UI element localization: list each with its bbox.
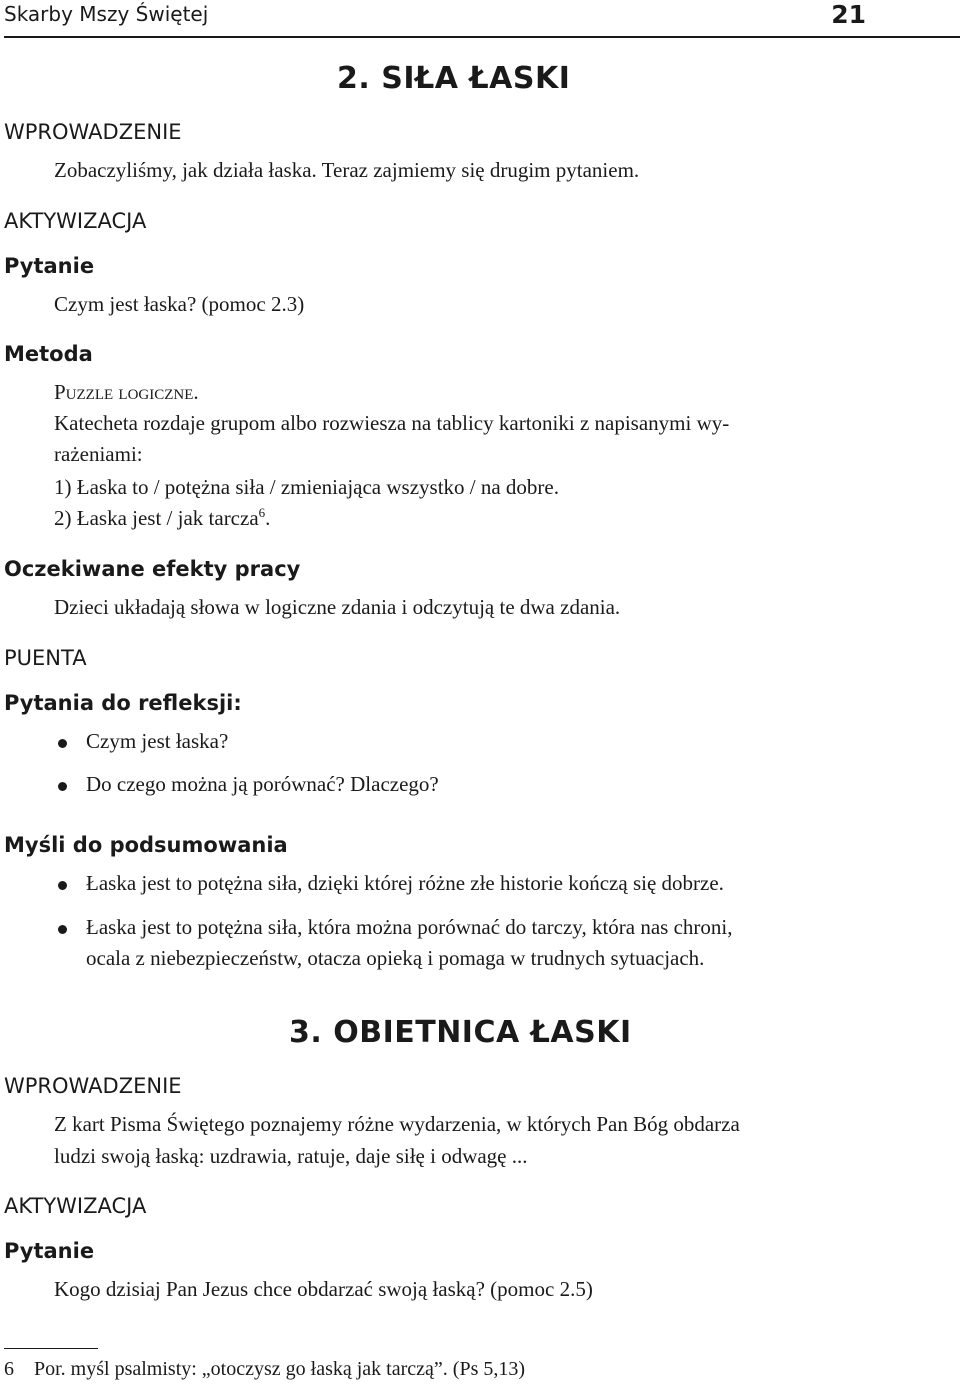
pytania-heading: Pytania do refleksji:	[4, 691, 242, 715]
bullet-icon	[58, 739, 67, 748]
pytanie-refleksji-2: Do czego można ją porównać? Dlaczego?	[86, 772, 439, 796]
footnote-divider	[4, 1348, 98, 1349]
pytanie-heading: Pytanie	[4, 254, 95, 278]
efekty-heading: Oczekiwane efekty pracy	[4, 557, 301, 581]
metoda-line-2: rażeniami:	[54, 442, 143, 466]
metoda-line-1: Katecheta rozdaje grupom albo rozwiesza na tablicy kartoniki z napisanymi wy-	[54, 411, 730, 435]
wprowadzenie-heading: WPROWADZENIE	[4, 120, 182, 144]
wprowadzenie-text: Zobaczyliśmy, jak działa łaska. Teraz zajmiemy się drugim pytaniem.	[54, 158, 640, 182]
mysl-1: Łaska jest to potężna siła, dzięki której różne złe historie kończą się dobrze.	[86, 871, 724, 895]
metoda-heading: Metoda	[4, 342, 93, 366]
pytanie-refleksji-1: Czym jest łaska?	[86, 729, 229, 753]
metoda-line-4-end: .	[265, 506, 271, 530]
pytanie-text: Czym jest łaska? (pomoc 2.3)	[54, 292, 305, 316]
bullet-icon	[58, 881, 67, 890]
section-2-title: 2. SIŁA ŁASKI	[337, 61, 571, 96]
metoda-line-4-text: 2) Łaska jest / jak tarcza	[54, 506, 259, 530]
pytanie-heading-2: Pytanie	[4, 1239, 95, 1263]
metoda-name: Puzzle logiczne.	[54, 380, 199, 404]
wprowadzenie-2-line-2: ludzi swoją łaską: uzdrawia, ratuje, daje siłę i odwagę ...	[54, 1144, 528, 1168]
bullet-icon	[58, 782, 67, 791]
mysl-2-line-2: ocala z niebezpieczeństw, otacza opieką i pomaga w trudnych sytuacjach.	[86, 946, 705, 970]
wprowadzenie-2-line-1: Z kart Pisma Świętego poznajemy różne wydarzenia, w których Pan Bóg obdarza	[54, 1112, 740, 1136]
mysl-2-line-1: Łaska jest to potężna siła, która można porównać do tarczy, która nas chroni,	[86, 915, 733, 939]
footnote-text: Por. myśl psalmisty: „otoczysz go łaską jak tarczą”. (Ps 5,13)	[34, 1358, 526, 1380]
section-3-title: 3. OBIETNICA ŁASKI	[289, 1015, 632, 1050]
mysli-heading: Myśli do podsumowania	[4, 833, 288, 857]
metoda-line-3: 1) Łaska to / potężna siła / zmieniająca wszystko / na dobre.	[54, 475, 559, 499]
efekty-text: Dzieci układają słowa w logiczne zdania i odczytują te dwa zdania.	[54, 595, 621, 619]
bullet-icon	[58, 925, 67, 934]
header-divider	[4, 36, 960, 38]
aktywizacja-heading: AKTYWIZACJA	[4, 209, 147, 233]
wprowadzenie-heading-2: WPROWADZENIE	[4, 1074, 182, 1098]
metoda-line-4	[54, 503, 270, 534]
footnote-ref: 6	[258, 505, 266, 520]
pytanie-text-2: Kogo dzisiaj Pan Jezus chce obdarzać swoją łaską? (pomoc 2.5)	[54, 1277, 593, 1301]
footnote-number: 6	[4, 1358, 14, 1380]
page-number: 21	[831, 0, 866, 29]
running-header-title: Skarby Mszy Świętej	[4, 2, 209, 26]
puenta-heading: PUENTA	[4, 646, 87, 670]
aktywizacja-heading-2: AKTYWIZACJA	[4, 1194, 147, 1218]
